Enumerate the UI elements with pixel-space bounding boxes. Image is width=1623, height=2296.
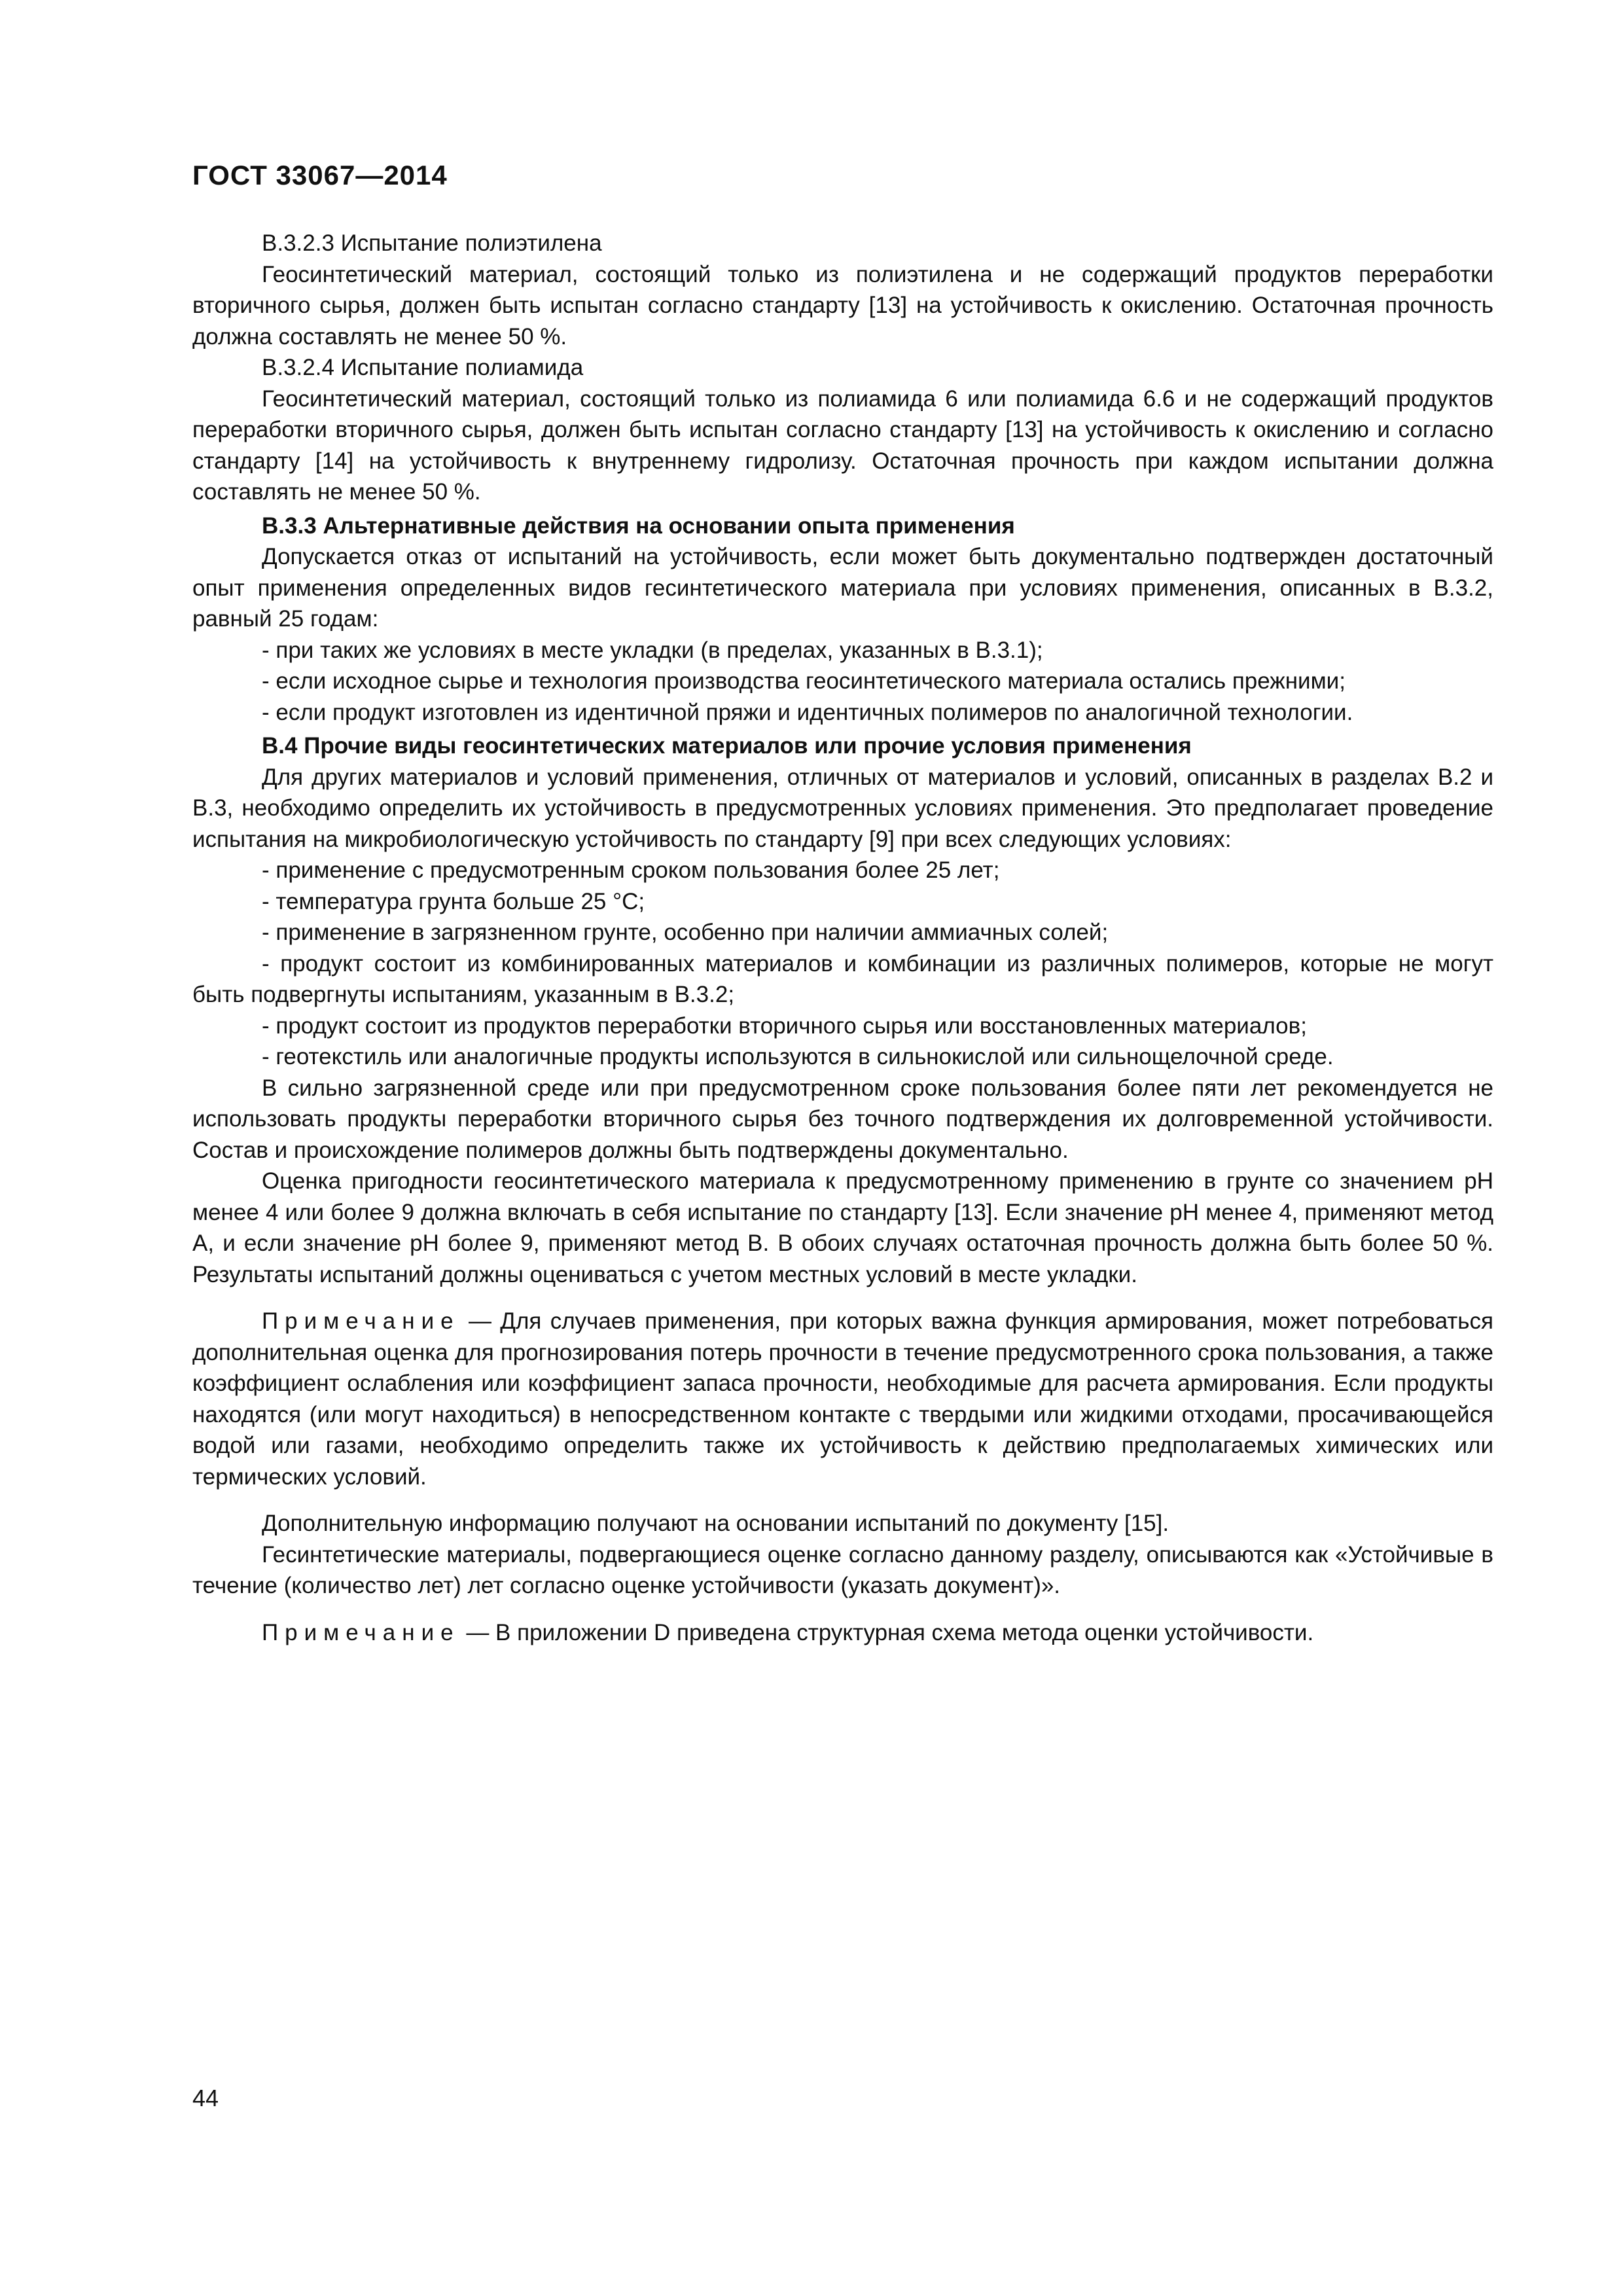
list-item: - если продукт изготовлен из идентичной пряжи и идентичных полимеров по аналогичной технологии. [262, 699, 1353, 725]
list-item: - применение с предусмотренным сроком пользования более 25 лет; [262, 857, 1000, 883]
list-item: - температура грунта больше 25 °С; [262, 888, 645, 914]
note [192, 1617, 1493, 1649]
paragraph: Допускается отказ от испытаний на устойчивость, если может быть документально подтвержден достаточный опыт применения определенных видов гесинтетического материала при условиях применения, описанных в В.3.2, равный 25 годам: [192, 544, 1493, 632]
paragraph: Гесинтетические материалы, подвергающиеся оценке согласно данному разделу, описываются как «Устойчивые в течение (количество лет) лет согласно оценке устойчивости (указать документ)». [192, 1541, 1493, 1598]
document-header: ГОСТ 33067—2014 [192, 160, 448, 190]
paragraph: Дополнительную информацию получают на основании испытаний по документу [15]. [262, 1511, 1169, 1536]
list-item: - продукт состоит из комбинированных материалов и комбинации из различных полимеров, которые не могут быть подвергнуты испытаниям, указанным в В.3.2; [192, 950, 1493, 1007]
paragraph: Для других материалов и условий применения, отличных от материалов и условий, описанных в разделах В.2 и В.3, необходимо определить их устойчивость в предусмотренных условиях применения. Это предполагает проведение испытания на микробиологическую устойчивость по стандарту [9] при всех следующих условиях: [192, 764, 1493, 852]
subsection-heading: В.3.2.3 Испытание полиэтилена [262, 230, 602, 256]
note-text: — В приложении D приведена структурная схема метода оценки устойчивости. [459, 1619, 1314, 1645]
page-number: 44 [192, 2085, 219, 2111]
document-body [192, 228, 1493, 1648]
note [192, 1306, 1493, 1492]
note-text: — Для случаев применения, при которых важна функция армирования, может потребоваться дополнительная оценка для прогнозирования потерь прочности в течение предусмотренного срока пользования, а также коэффициент ослабления или коэффициент запаса прочности, необходимые для расчета армирования. Если продукты находятся (или могут находиться) в непосредственном контакте с твердыми или жидкими отходами, просачивающейся водой или газами, необходимо определить также их устойчивость к действию предполагаемых химических или термических условий. [192, 1308, 1493, 1490]
section-heading: В.3.3 Альтернативные действия на основании опыта применения [262, 512, 1015, 539]
list-item: - применение в загрязненном грунте, особенно при наличии аммиачных солей; [262, 920, 1109, 945]
subsection-heading: В.3.2.4 Испытание полиамида [262, 355, 584, 380]
list-item: - если исходное сырье и технология производства геосинтетического материала остались прежними; [262, 668, 1346, 694]
list-item: - при таких же условиях в месте укладки (в пределах, указанных в В.3.1); [262, 637, 1043, 663]
paragraph: Геосинтетический материал, состоящий только из полиэтилена и не содержащий продуктов переработки вторичного сырья, должен быть испытан согласно стандарту [13] на устойчивость к окислению. Остаточная прочность должна составлять не менее 50 %. [192, 261, 1493, 350]
paragraph: Геосинтетический материал, состоящий только из полиамида 6 или полиамида 6.6 и не содержащий продуктов переработки вторичного сырья, должен быть испытан согласно стандарту [13] на устойчивость к окислению и согласно стандарту [14] на устойчивость к внутреннему гидролизу. Остаточная прочность при каждом испытании должна составлять не менее 50 %. [192, 386, 1493, 505]
note-label: Примечание [262, 1619, 460, 1645]
paragraph: В сильно загрязненной среде или при предусмотренном сроке пользования более пяти лет рекомендуется не использовать продукты переработки вторичного сырья без точного подтверждения их долговременной устойчивости. Состав и происхождение полимеров должны быть подтверждены документально. [192, 1075, 1493, 1163]
note-label: Примечание [262, 1308, 460, 1334]
paragraph: Оценка пригодности геосинтетического материала к предусмотренному применению в грунте со значением рН менее 4 или более 9 должна включать в себя испытание по стандарту [13]. Если значение рН менее 4, применяют метод А, и если значение рН более 9, применяют метод В. В обоих случаях остаточная прочность должна быть более 50 %. Результаты испытаний должны оцениваться с учетом местных условий в месте укладки. [192, 1168, 1493, 1287]
list-item: - продукт состоит из продуктов переработки вторичного сырья или восстановленных материалов; [262, 1013, 1307, 1039]
section-heading: В.4 Прочие виды геосинтетических материалов или прочие условия применения [262, 733, 1192, 759]
list-item: - геотекстиль или аналогичные продукты используются в сильнокислой или сильнощелочной среде. [262, 1044, 1334, 1069]
